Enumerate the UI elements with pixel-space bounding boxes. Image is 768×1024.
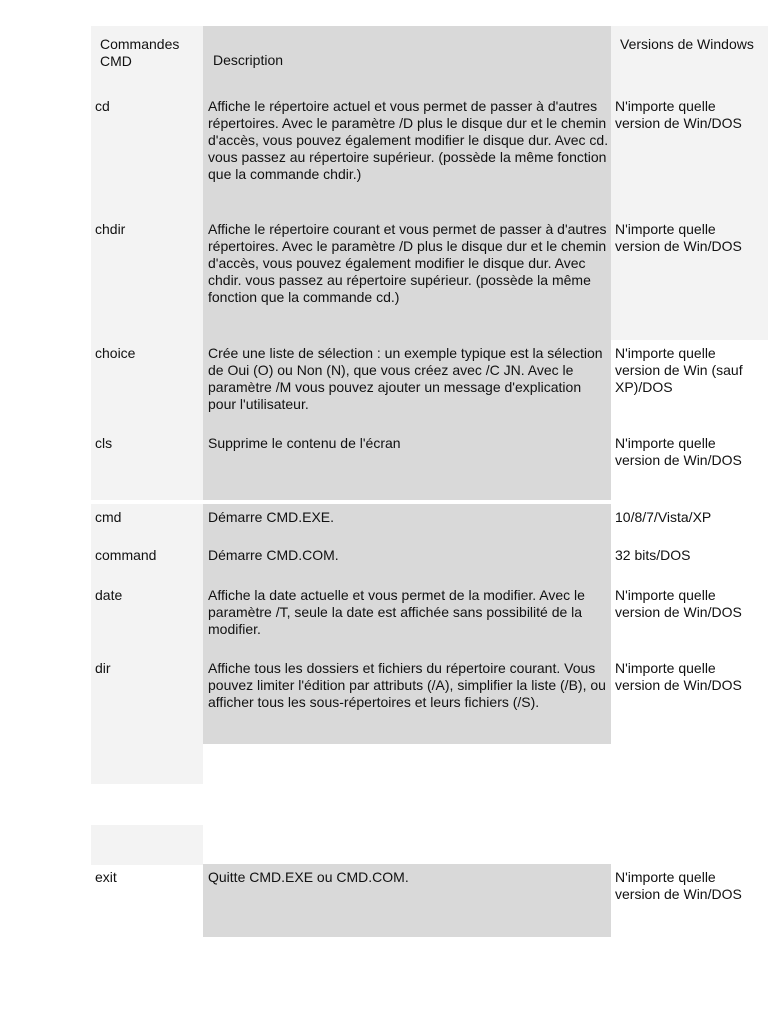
command-cell: exit: [95, 869, 117, 885]
command-cell: command: [95, 547, 157, 563]
description-cell: Affiche tous les dossiers et fichiers du répertoire courant. Vous pouvez limiter l'édition par attributs (/A), simplifier la liste (/B), ou afficher tous les sous-répertoires et leurs fichiers (/S).: [208, 660, 606, 710]
versions-cell: N'importe quelle version de Win/DOS: [615, 98, 742, 131]
description-cell: Quitte CMD.EXE ou CMD.COM.: [208, 869, 409, 885]
description-cell: Crée une liste de sélection : un exemple typique est la sélection de Oui (O) ou Non (N), que vous créez avec /C JN. Avec le paramètre /M vous pouvez ajouter un message d'explication pour l'utilisateur.: [208, 345, 603, 412]
command-cell: date: [95, 587, 123, 603]
command-cell: chdir: [95, 221, 126, 237]
command-cell: cd: [95, 98, 110, 114]
header-description: Description: [213, 52, 284, 68]
bg-versions-top: [611, 26, 768, 340]
command-cell: cls: [95, 435, 113, 451]
versions-cell: N'importe quelle version de Win/DOS: [615, 869, 742, 902]
versions-cell: N'importe quelle version de Win/DOS: [615, 660, 742, 693]
description-cell: Affiche la date actuelle et vous permet de la modifier. Avec le paramètre /T, seule la date est affichée sans possibilité de la modifier.: [208, 587, 585, 637]
versions-cell: N'importe quelle version de Win/DOS: [615, 435, 742, 468]
bg-empty-block-2: [91, 825, 203, 865]
command-cell: dir: [95, 660, 111, 676]
header-command: Commandes CMD: [100, 36, 180, 69]
description-cell: Affiche le répertoire actuel et vous permet de passer à d'autres répertoires. Avec le paramètre /D plus le disque dur et le chemin d'accès, vous pouvez également modifier le disque dur. Avec cd. vous passez au répertoire supérieur. (possède la même fonction que la commande chdir.): [208, 98, 609, 182]
versions-cell: N'importe quelle version de Win (sauf XP)/DOS: [615, 345, 743, 395]
description-cell: Démarre CMD.COM.: [208, 547, 339, 563]
command-cell: cmd: [95, 509, 122, 525]
command-cell: choice: [95, 345, 136, 361]
versions-cell: 10/8/7/Vista/XP: [615, 509, 712, 525]
description-cell: Démarre CMD.EXE.: [208, 509, 335, 525]
versions-cell: N'importe quelle version de Win/DOS: [615, 221, 742, 254]
bg-command-choice: [91, 340, 203, 500]
header-versions: Versions de Windows: [620, 36, 754, 52]
versions-cell: 32 bits/DOS: [615, 547, 691, 563]
description-cell: Affiche le répertoire courant et vous permet de passer à d'autres répertoires. Avec le paramètre /D plus le disque dur et le chemin d'accès, vous pouvez également modifier le disque dur. Avec chdir. vous passez au répertoire supérieur. (possède la même fonction que la commande cd.): [208, 221, 607, 305]
bg-header-command: [91, 26, 203, 340]
versions-cell: N'importe quelle version de Win/DOS: [615, 587, 742, 620]
description-cell: Supprime le contenu de l'écran: [208, 435, 401, 451]
bg-empty-block-1: [91, 744, 203, 784]
